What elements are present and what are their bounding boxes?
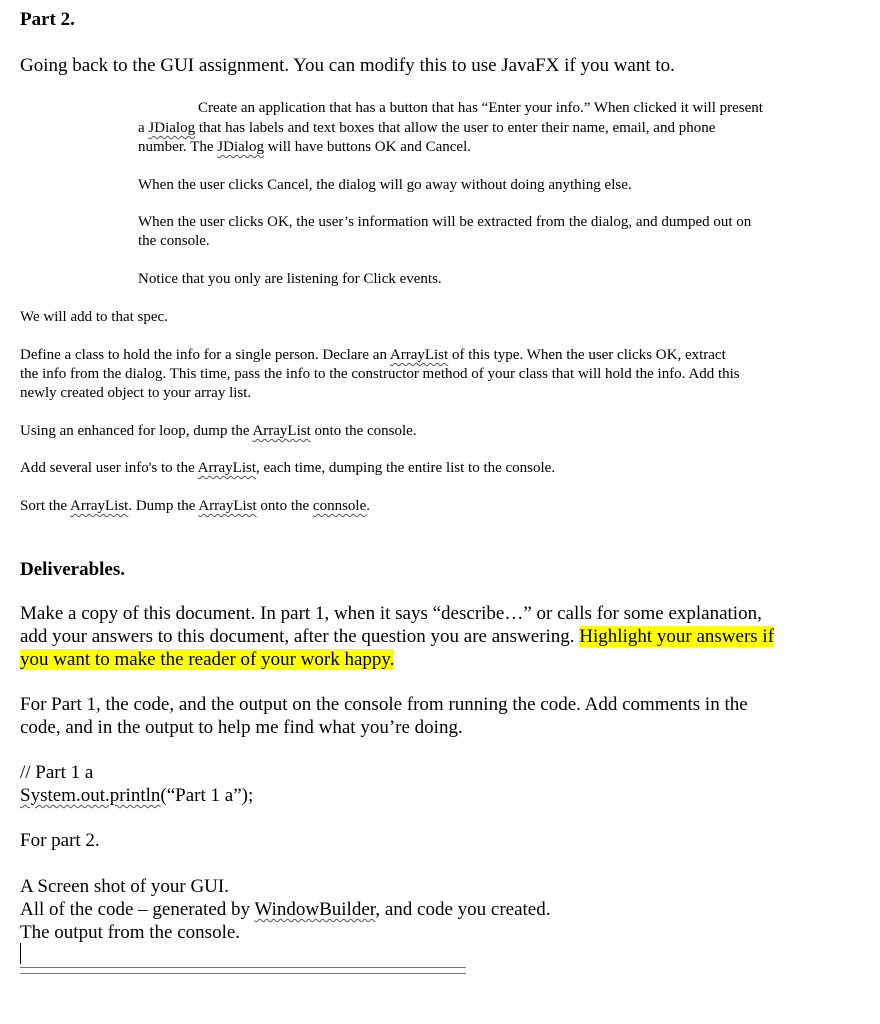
spellcheck-word: ArrayList [198,498,257,514]
spellcheck-word: JDialog [217,139,264,155]
spec-p1-line1: Create an application that has a button that has “Enter your info.” When clicked it will present [198,100,763,116]
part2-intro: Going back to the GUI assignment. You can modify this to use JavaFX if you want to. [20,55,675,76]
add-spec: We will add to that spec. [20,309,168,325]
spellcheck-word: System.out.println [20,785,161,806]
loop-line: Using an enhanced for loop, dump the ArrayList onto the console. [20,423,417,439]
sort-line: Sort the ArrayList. Dump the ArrayList onto the connsole. [20,498,370,514]
deliverables-para1-line2: add your answers to this document, after the question you are answering. Highlight your answers if [20,626,775,647]
code-statement: System.out.println(“Part 1 a”); [20,785,254,806]
spec-p3-line2: the console. [138,233,210,249]
part2-heading: Part 2. [20,9,75,30]
define-line3: newly created object to your array list. [20,385,252,401]
spec-p2: When the user clicks Cancel, the dialog will go away without doing anything else. [138,177,632,193]
deliverables-para2-line1: For Part 1, the code, and the output on the console from running the code. Add comments in the [20,694,748,715]
define-line2: the info from the dialog. This time, pass the info to the constructor method of your class that will hold the info. Add this [20,366,740,382]
spellcheck-word: ArrayList [252,423,311,439]
deliverables-para2-line2: code, and in the output to help me find what you’re doing. [20,717,463,738]
deliverables-para1-line3 [20,648,394,671]
spec-p1-line2: a JDialog that has labels and text boxes that allow the user to enter their name, email, and phone [138,120,716,136]
text-cursor[interactable] [20,943,21,964]
spec-p4: Notice that you only are listening for Click events. [138,271,442,287]
highlighted-text: you want to make the reader of your work happy. [20,649,395,670]
spellcheck-word: JDialog [148,120,196,136]
several-line: Add several user info's to the ArrayList, each time, dumping the entire list to the console. [20,460,556,476]
spec-p3-line1: When the user clicks OK, the user’s information will be extracted from the dialog, and dumped out on [138,214,752,230]
highlighted-text: Highlight your answers if [579,626,775,647]
deliverables-para1-line1: Make a copy of this document. In part 1, when it says “describe…” or calls for some explanation, [20,603,762,624]
code-comment: // Part 1 a [20,762,94,783]
double-rule-divider [20,967,466,974]
spec-p1-line3: number. The JDialog will have buttons OK and Cancel. [138,139,472,155]
spellcheck-word: connsole [312,498,367,514]
list-item-2: All of the code – generated by WindowBuilder, and code you created. [20,899,551,920]
deliverables-heading: Deliverables. [20,559,126,580]
spellcheck-word: ArrayList [197,460,256,476]
spellcheck-word: ArrayList [389,347,449,363]
spellcheck-word: WindowBuilder [254,899,376,920]
define-line1: Define a class to hold the info for a single person. Declare an ArrayList of this type. When the user clicks OK, extract [20,347,726,363]
for-part2: For part 2. [20,830,100,851]
spellcheck-word: ArrayList [70,498,129,514]
list-item-3: The output from the console. [20,922,241,943]
list-item-1: A Screen shot of your GUI. [20,876,229,897]
